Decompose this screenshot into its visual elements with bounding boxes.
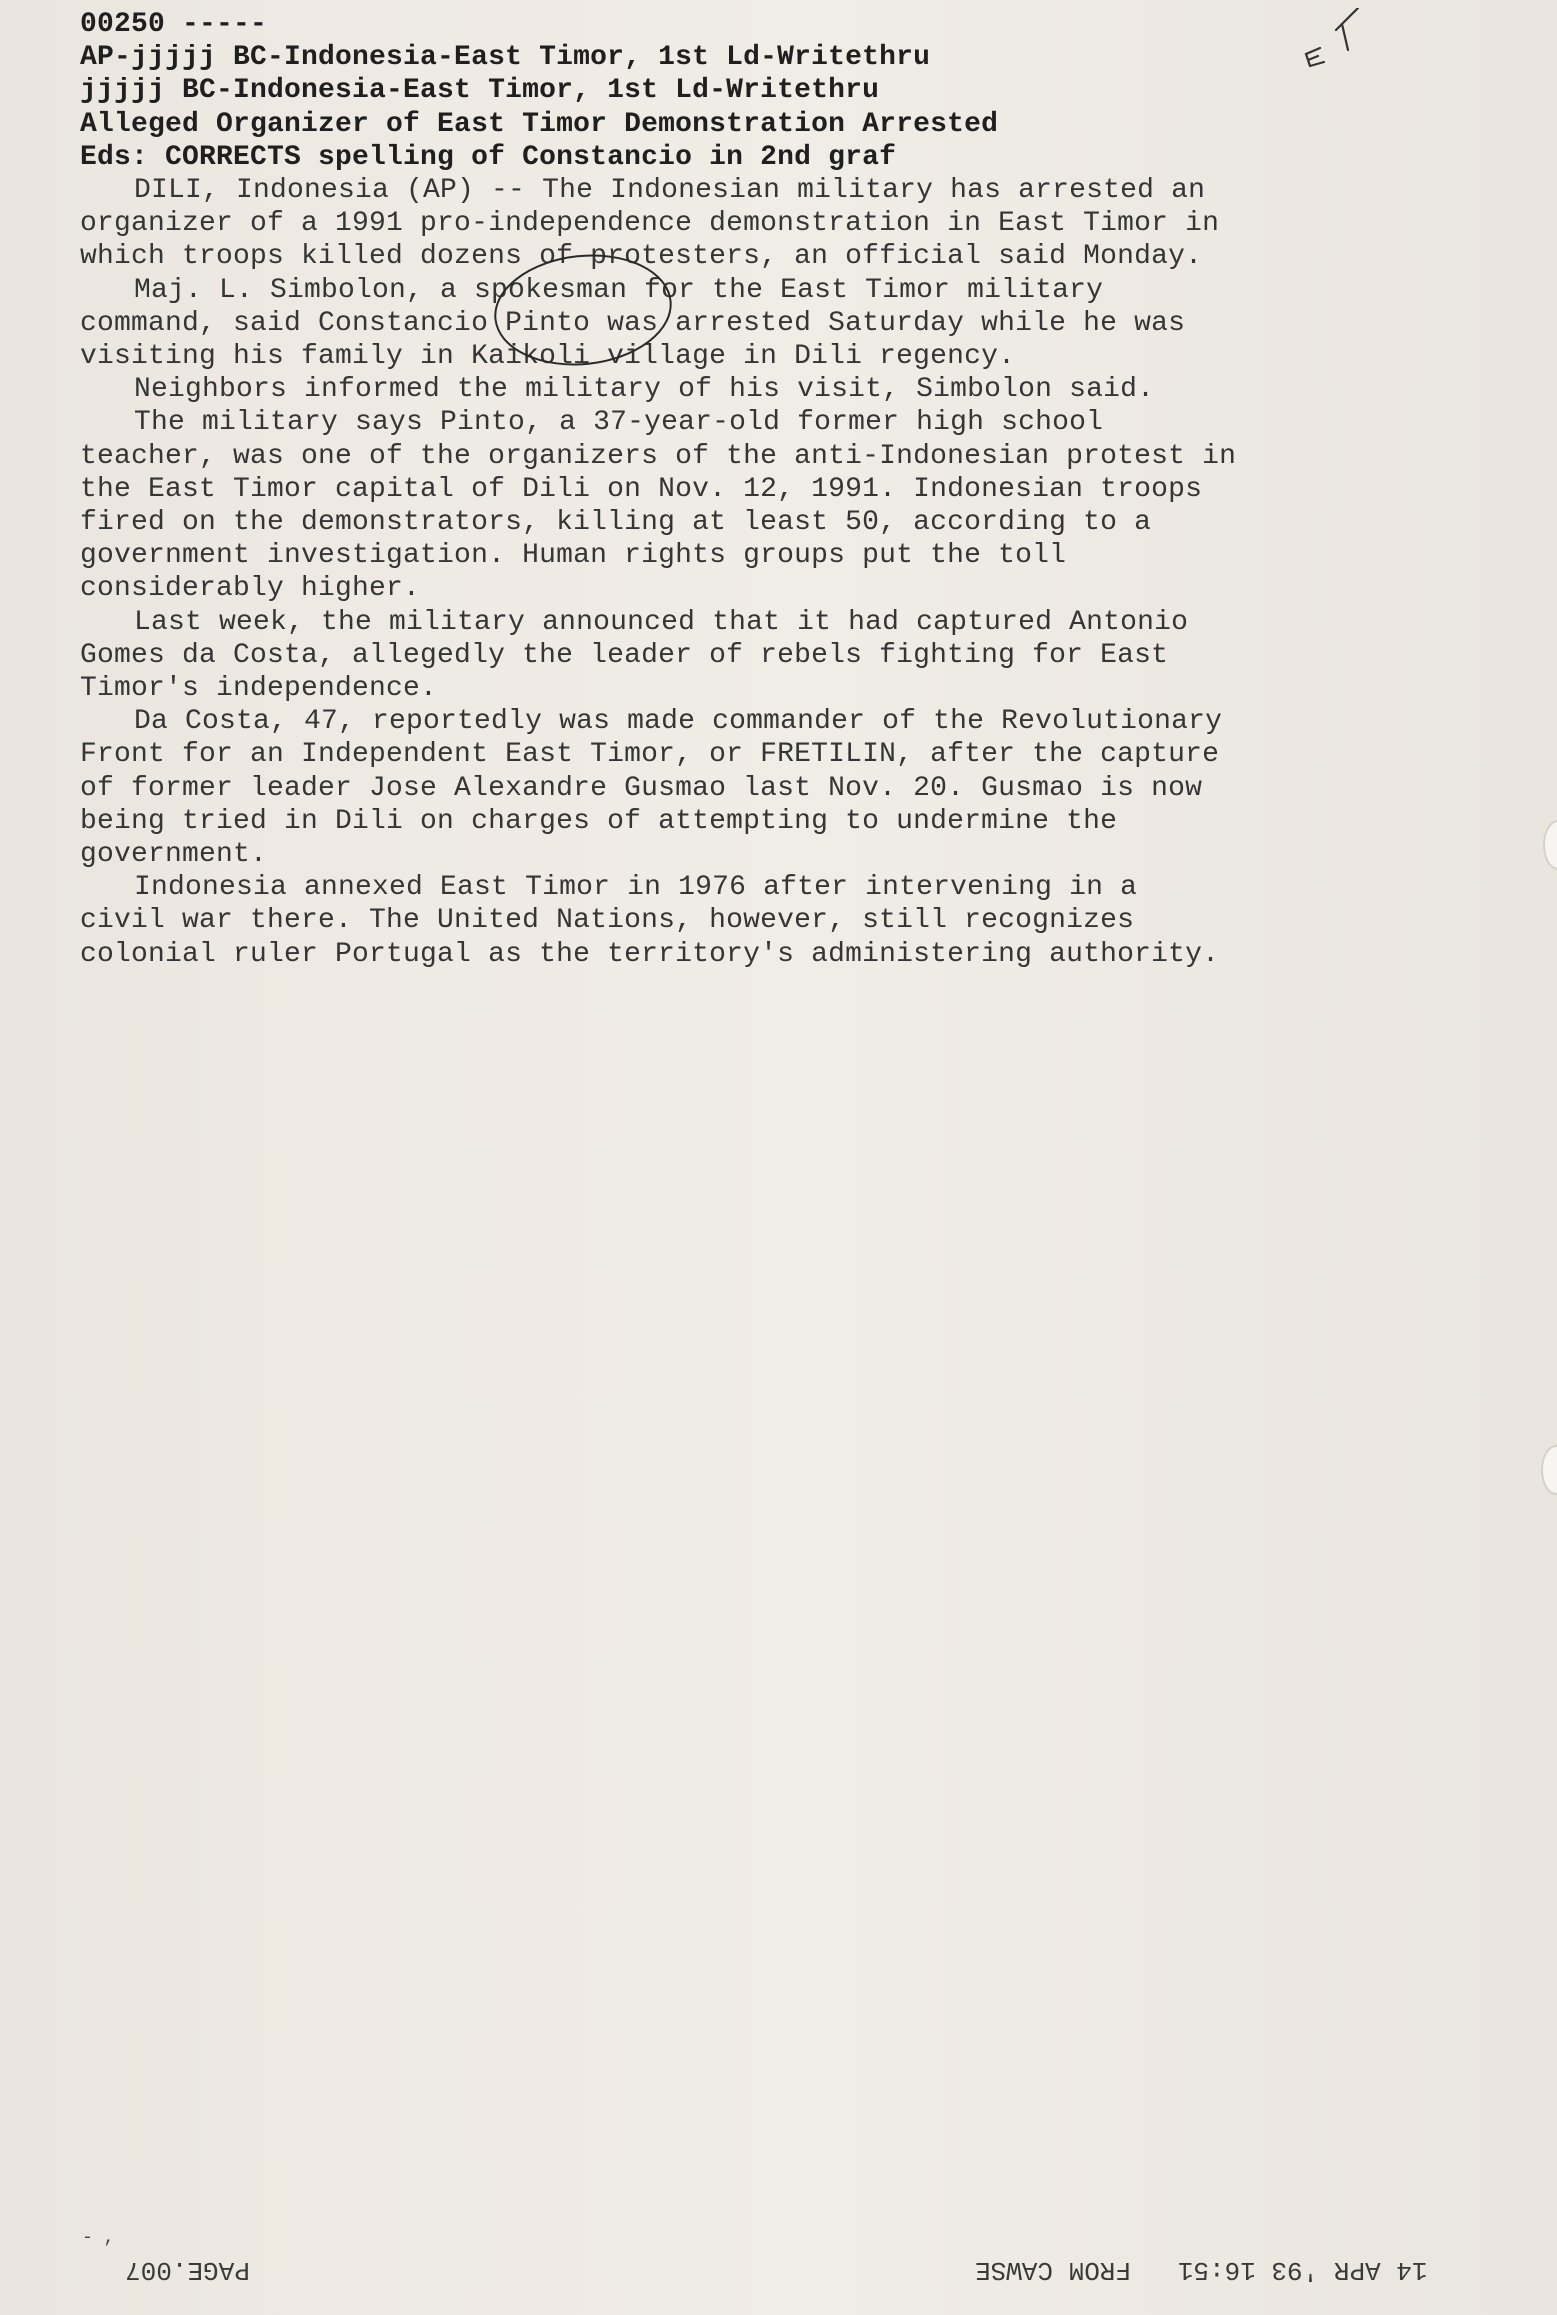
handwritten-et-mark [1300,8,1390,98]
story-line: visiting his family in Kaikoli village in Dili regency. [80,341,1016,373]
wire-story [80,8,1380,971]
story-line: considerably higher. [80,573,421,605]
story-line: DILI, Indonesia (AP) -- The Indonesian military has arrested an [134,175,1206,207]
story-line: Front for an Independent East Timor, or FRETILIN, after the capture [80,739,1220,771]
story-line: government. [80,839,268,871]
story-line: colonial ruler Portugal as the territory's administering authority. [80,938,1220,970]
story-line: Da Costa, 47, reportedly was made commander of the Revolutionary [134,706,1223,738]
story-line: Last week, the military announced that it had captured Antonio [134,606,1189,638]
story-line: being tried in Dili on charges of attempting to undermine the [80,805,1118,837]
editor-note: Eds: CORRECTS spelling of Constancio in 2nd graf [80,141,897,173]
page-label: PAGE.007 [125,2255,250,2285]
story-line: Neighbors informed the military of his visit, Simbolon said. [134,374,1155,406]
story-line: Indonesia annexed East Timor in 1976 after intervening in a [134,872,1138,904]
fax-footer [0,2255,1557,2295]
margin-tick: - , [82,2228,115,2248]
punch-hole [1543,820,1557,870]
handwritten-circle [488,250,678,370]
story-line: Timor's independence. [80,673,438,705]
headline: Alleged Organizer of East Timor Demonstration Arrested [80,108,999,140]
story-line: Maj. L. Simbolon, a spokesman for the East Timor military [134,274,1104,306]
story-line: teacher, was one of the organizers of the anti-Indonesian protest in [80,440,1237,472]
fax-timestamp: 14 APR '93 16:51 FROM CAWSE [975,2255,1428,2285]
slug-line: jjjjj BC-Indonesia-East Timor, 1st Ld-Writethru [80,75,880,107]
story-line: government investigation. Human rights groups put the toll [80,540,1067,572]
story-body [80,174,1380,971]
story-line: command, said Constancio Pinto was arrested Saturday while he was [80,307,1186,339]
story-line: of former leader Jose Alexandre Gusmao last Nov. 20. Gusmao is now [80,772,1203,804]
slug-number: 00250 ----- [80,9,268,40]
story-line: organizer of a 1991 pro-independence demonstration in East Timor in [80,208,1220,240]
story-line: which troops killed dozens of protesters, an official said Monday. [80,241,1203,273]
story-line: the East Timor capital of Dili on Nov. 12, 1991. Indonesian troops [80,473,1203,505]
story-line: The military says Pinto, a 37-year-old former high school [134,407,1104,439]
story-line: fired on the demonstrators, killing at least 50, according to a [80,507,1152,539]
punch-hole [1541,1445,1557,1495]
slug-line-ap: AP-jjjjj BC-Indonesia-East Timor, 1st Ld-Writethru [80,42,931,74]
story-line: Gomes da Costa, allegedly the leader of rebels fighting for East [80,639,1169,671]
story-line: civil war there. The United Nations, however, still recognizes [80,905,1135,937]
